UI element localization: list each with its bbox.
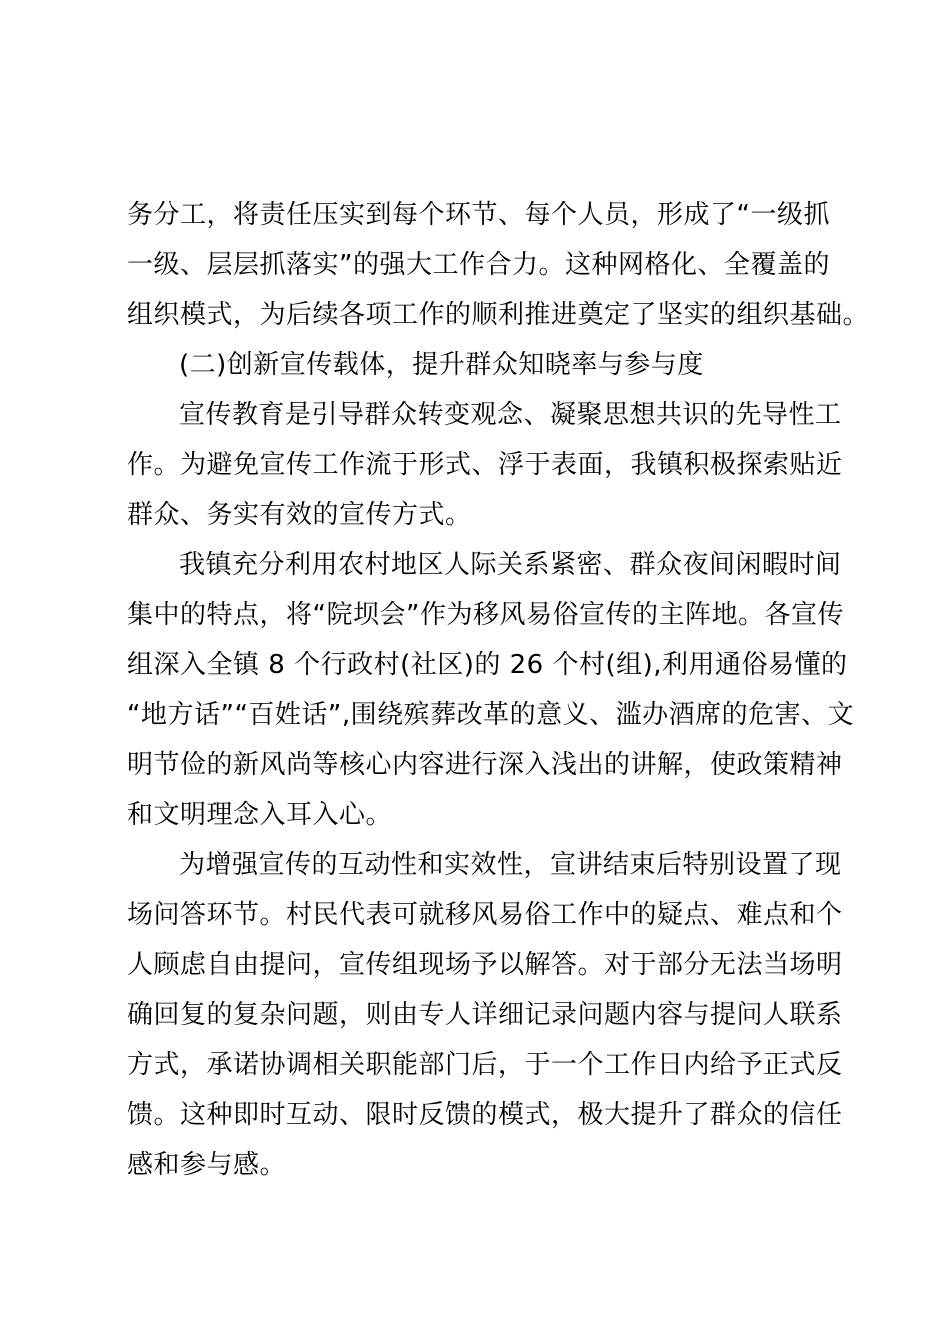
text-line: 宣传教育是引导群众转变观念、凝聚思想共识的先导性工	[179, 400, 842, 430]
text-line: 一级、层层抓落实”的强大工作合力。这种网格化、全覆盖的	[127, 250, 830, 280]
text-line: 我镇充分利用农村地区人际关系紧密、群众夜间闲暇时间	[179, 550, 842, 580]
text-line: 为增强宣传的互动性和实效性，宣讲结束后特别设置了现	[179, 850, 842, 880]
section-heading: (二)创新宣传载体，提升群众知晓率与参与度	[179, 350, 704, 380]
text-line: 务分工，将责任压实到每个环节、每个人员，形成了“一级抓	[127, 200, 830, 230]
text-line: “地方话”“百姓话”,围绕殡葬改革的意义、滥办酒席的危害、文	[127, 700, 855, 730]
text-line: 集中的特点，将“院坝会”作为移风易俗宣传的主阵地。各宣传	[127, 600, 844, 630]
text-line: 作。为避免宣传工作流于形式、浮于表面，我镇积极探索贴近	[127, 450, 843, 480]
text-line: 人顾虑自由提问，宣传组现场予以解答。对于部分无法当场明	[127, 950, 843, 980]
text-line: 确回复的复杂问题，则由专人详细记录问题内容与提问人联系	[127, 1000, 843, 1030]
text-line: 感和参与感。	[127, 1150, 287, 1180]
text-line: 群众、务实有效的宣传方式。	[127, 500, 472, 530]
text-line: 组织模式，为后续各项工作的顺利推进奠定了坚实的组织基础。	[127, 300, 870, 330]
text-line: 和文明理念入耳入心。	[127, 800, 393, 830]
document-body	[127, 190, 870, 1190]
text-line: 方式，承诺协调相关职能部门后，于一个工作日内给予正式反	[127, 1050, 843, 1080]
text-line: 组深入全镇 8 个行政村(社区)的 26 个村(组),利用通俗易懂的	[127, 650, 848, 680]
text-line: 馈。这种即时互动、限时反馈的模式，极大提升了群众的信任	[127, 1100, 843, 1130]
text-line: 明节俭的新风尚等核心内容进行深入浅出的讲解，使政策精神	[127, 750, 843, 780]
text-line: 场问答环节。村民代表可就移风易俗工作中的疑点、难点和个	[127, 900, 843, 930]
